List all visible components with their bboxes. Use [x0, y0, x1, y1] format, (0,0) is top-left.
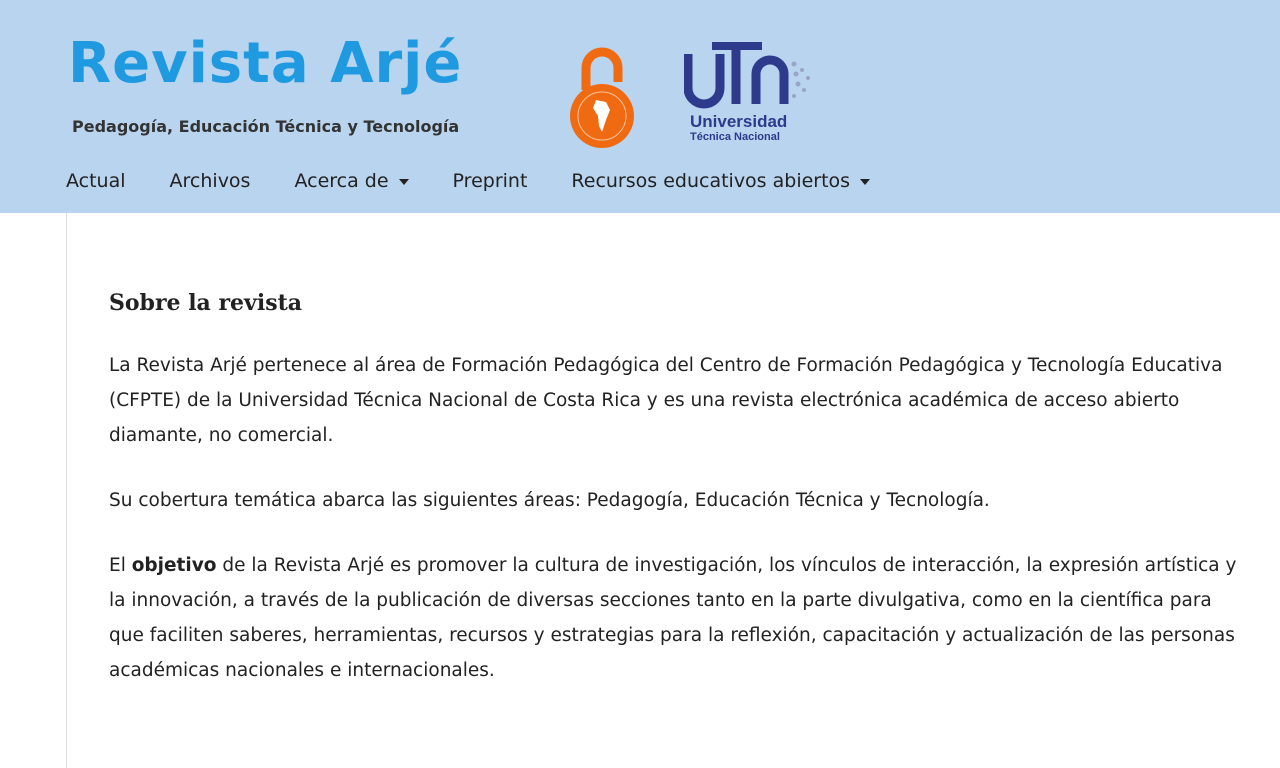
- site-title[interactable]: Revista Arjé: [68, 31, 463, 96]
- nav-item-label: Acerca de: [294, 170, 389, 192]
- objective-keyword: objetivo: [131, 555, 217, 576]
- nav-item-archivos[interactable]: [170, 170, 251, 192]
- nav-item-label: Actual: [66, 170, 126, 192]
- main-content: [109, 290, 1249, 718]
- utn-name: Universidad: [690, 112, 788, 131]
- site-header: [0, 0, 1280, 213]
- about-paragraph-1: La Revista Arjé pertenece al área de Formación Pedagógica del Centro de Formación Pedagógica y Tecnología Educativa (CFPTE) de la Universidad Técnica Nacional de Costa Rica y es una revista electrónica académica de acceso abierto diamante, no comercial.: [109, 355, 1223, 446]
- nav-item-recursos[interactable]: [571, 170, 870, 192]
- nav-item-acerca-de[interactable]: [294, 170, 408, 192]
- utn-mark-icon: [684, 40, 820, 110]
- caret-down-icon: [860, 179, 870, 185]
- utn-subname: Técnica Nacional: [690, 131, 780, 143]
- page-title: Sobre la revista: [109, 290, 302, 316]
- content-divider: [66, 213, 67, 768]
- main-nav: [66, 170, 914, 192]
- objective-text: de la Revista Arjé es promover la cultura de investigación, los vínculos de interacción, la expresión artística y la innovación, a través de la publicación de diversas secciones tanto en la parte divulgativa, como en la científica para que faciliten saberes, herramientas, recursos y estrategias para la reflexión, capacitación y actualización de las personas académicas nacionales e internacionales.: [109, 555, 1237, 681]
- open-access-lock-icon: [566, 38, 638, 150]
- site-subtitle: Pedagogía, Educación Técnica y Tecnología: [72, 117, 460, 136]
- about-paragraph-2: Su cobertura temática abarca las siguientes áreas: Pedagogía, Educación Técnica y Tecnología.: [109, 490, 990, 511]
- nav-item-actual[interactable]: [66, 170, 126, 192]
- nav-item-preprint[interactable]: [453, 170, 528, 192]
- utn-logo: [684, 40, 820, 146]
- nav-item-label: Recursos educativos abiertos: [571, 170, 851, 192]
- nav-item-label: Archivos: [169, 170, 251, 192]
- objective-prefix: El: [109, 555, 132, 576]
- brand[interactable]: [68, 30, 462, 136]
- nav-item-label: Preprint: [452, 170, 528, 192]
- about-paragraph-3: [109, 548, 1249, 688]
- caret-down-icon: [399, 179, 409, 185]
